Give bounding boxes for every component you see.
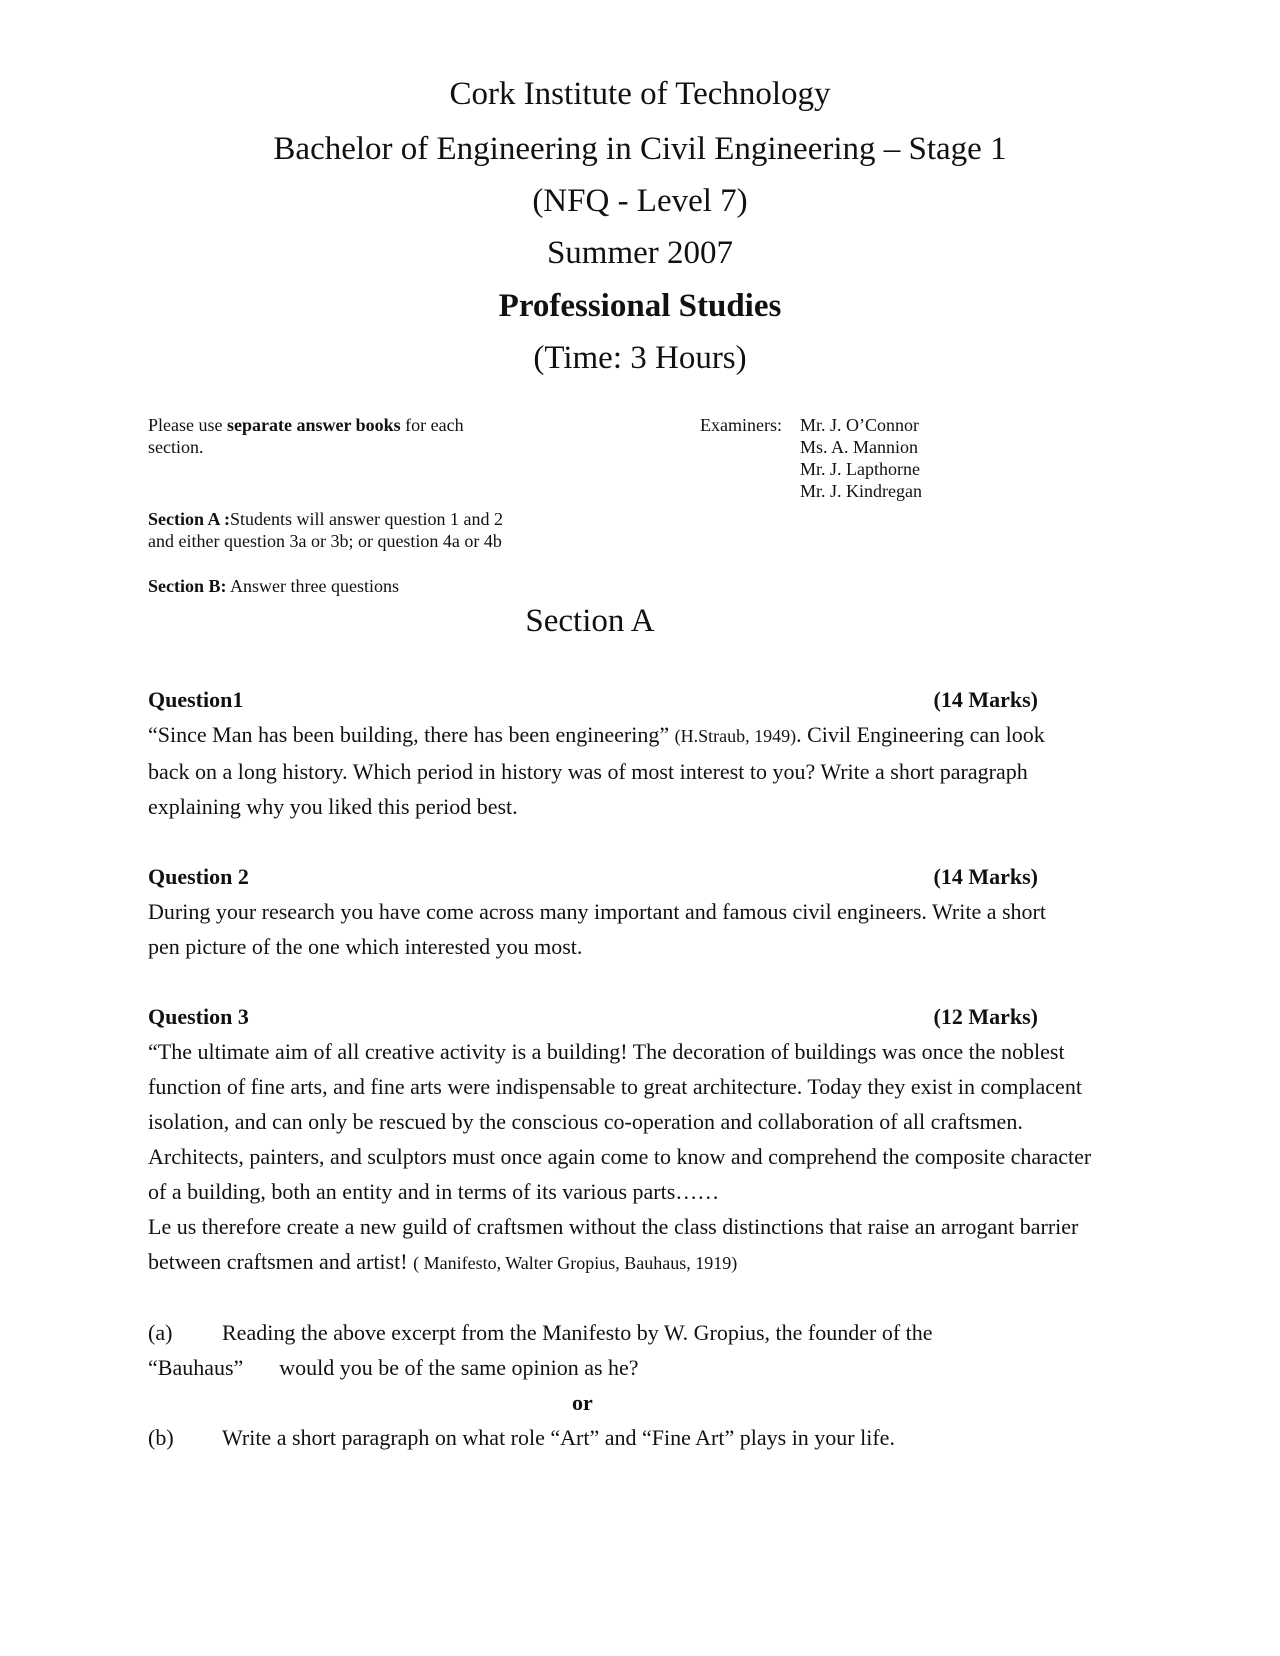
section-a-heading: Section A bbox=[525, 603, 655, 639]
question-1-title: Question1 bbox=[148, 687, 244, 712]
examiner-name: Mr. J. Lapthorne bbox=[800, 459, 920, 479]
question-3a bbox=[148, 1320, 933, 1346]
quote-paragraph-2: Le us therefore create a new guild of craftsmen without the class distinctions that raise an arrogant barrier between craftsmen and artist! ( Manifesto, Walter Gropius, Bauhaus, 1919) bbox=[148, 1214, 1079, 1274]
question-3a-line2: “Bauhaus” would you be of the same opinion as he? bbox=[148, 1355, 639, 1380]
option-b-text: Write a short paragraph on what role “Art” and “Fine Art” plays in your life. bbox=[222, 1425, 895, 1450]
examiner-name: Mr. J. O’Connor bbox=[800, 415, 920, 435]
level-title: (NFQ - Level 7) bbox=[532, 183, 748, 219]
section-b-instruction: Section B: Answer three questions bbox=[148, 576, 399, 596]
question-2-text: During your research you have come across many important and famous civil engineers. Write a short pen picture of the one which interested you most. bbox=[148, 899, 1046, 959]
section-a-instruction: Section A :Students will answer question 1 and 2 and either question 3a or 3b; or question 4a or 4b bbox=[148, 509, 503, 551]
option-b-label: (b) bbox=[148, 1425, 174, 1450]
option-a-label: (a) bbox=[148, 1320, 173, 1345]
quote-paragraph-1: “The ultimate aim of all creative activity is a building! The decoration of buildings was once the noblest function of fine arts, and fine arts were indispensable to great architecture. Today they exist in complacent isolation, and can only be rescued by the conscious co-operation and collaboration of all craftsmen. Architects, painters, and sculptors must once again come to know and comprehend the composite character of a building, both an entity and in terms of its various parts…… bbox=[148, 1039, 1092, 1204]
time-title: (Time: 3 Hours) bbox=[533, 340, 747, 376]
question-1-heading bbox=[148, 687, 1038, 713]
question-2-title: Question 2 bbox=[148, 864, 249, 889]
question-3-quote bbox=[148, 1034, 1103, 1281]
question-3b bbox=[148, 1425, 895, 1451]
examiner-name: Ms. A. Mannion bbox=[800, 437, 919, 457]
examiner-name: Mr. J. Kindregan bbox=[800, 481, 922, 501]
question-2-marks: (14 Marks) bbox=[933, 864, 1038, 889]
question-3-marks: (12 Marks) bbox=[933, 1004, 1038, 1029]
question-3-title: Question 3 bbox=[148, 1004, 249, 1029]
question-1-marks: (14 Marks) bbox=[933, 687, 1038, 712]
examiners-label: Examiners: bbox=[700, 415, 782, 435]
question-3-heading bbox=[148, 1004, 1038, 1030]
institute-title: Cork Institute of Technology bbox=[449, 76, 831, 112]
question-1-citation: (H.Straub, 1949) bbox=[674, 726, 797, 746]
quote-citation: ( Manifesto, Walter Gropius, Bauhaus, 1919) bbox=[413, 1253, 738, 1273]
session-title: Summer 2007 bbox=[546, 235, 734, 271]
subject-title: Professional Studies bbox=[498, 288, 782, 324]
or-separator: or bbox=[572, 1390, 593, 1415]
examiners-list bbox=[800, 414, 922, 502]
question-1-text: “Since Man has been building, there has been engineering” (H.Straub, 1949). Civil Engineering can look back on a long history. Which period in history was of most interest to you? Write a short paragraph explaining why you liked this period best. bbox=[148, 722, 1045, 819]
answer-books-instruction: Please use separate answer books for each section. bbox=[148, 415, 464, 457]
question-2-heading bbox=[148, 864, 1038, 890]
programme-title: Bachelor of Engineering in Civil Engineering – Stage 1 bbox=[273, 131, 1007, 167]
option-a-text-line1: Reading the above excerpt from the Manifesto by W. Gropius, the founder of the bbox=[222, 1320, 933, 1345]
